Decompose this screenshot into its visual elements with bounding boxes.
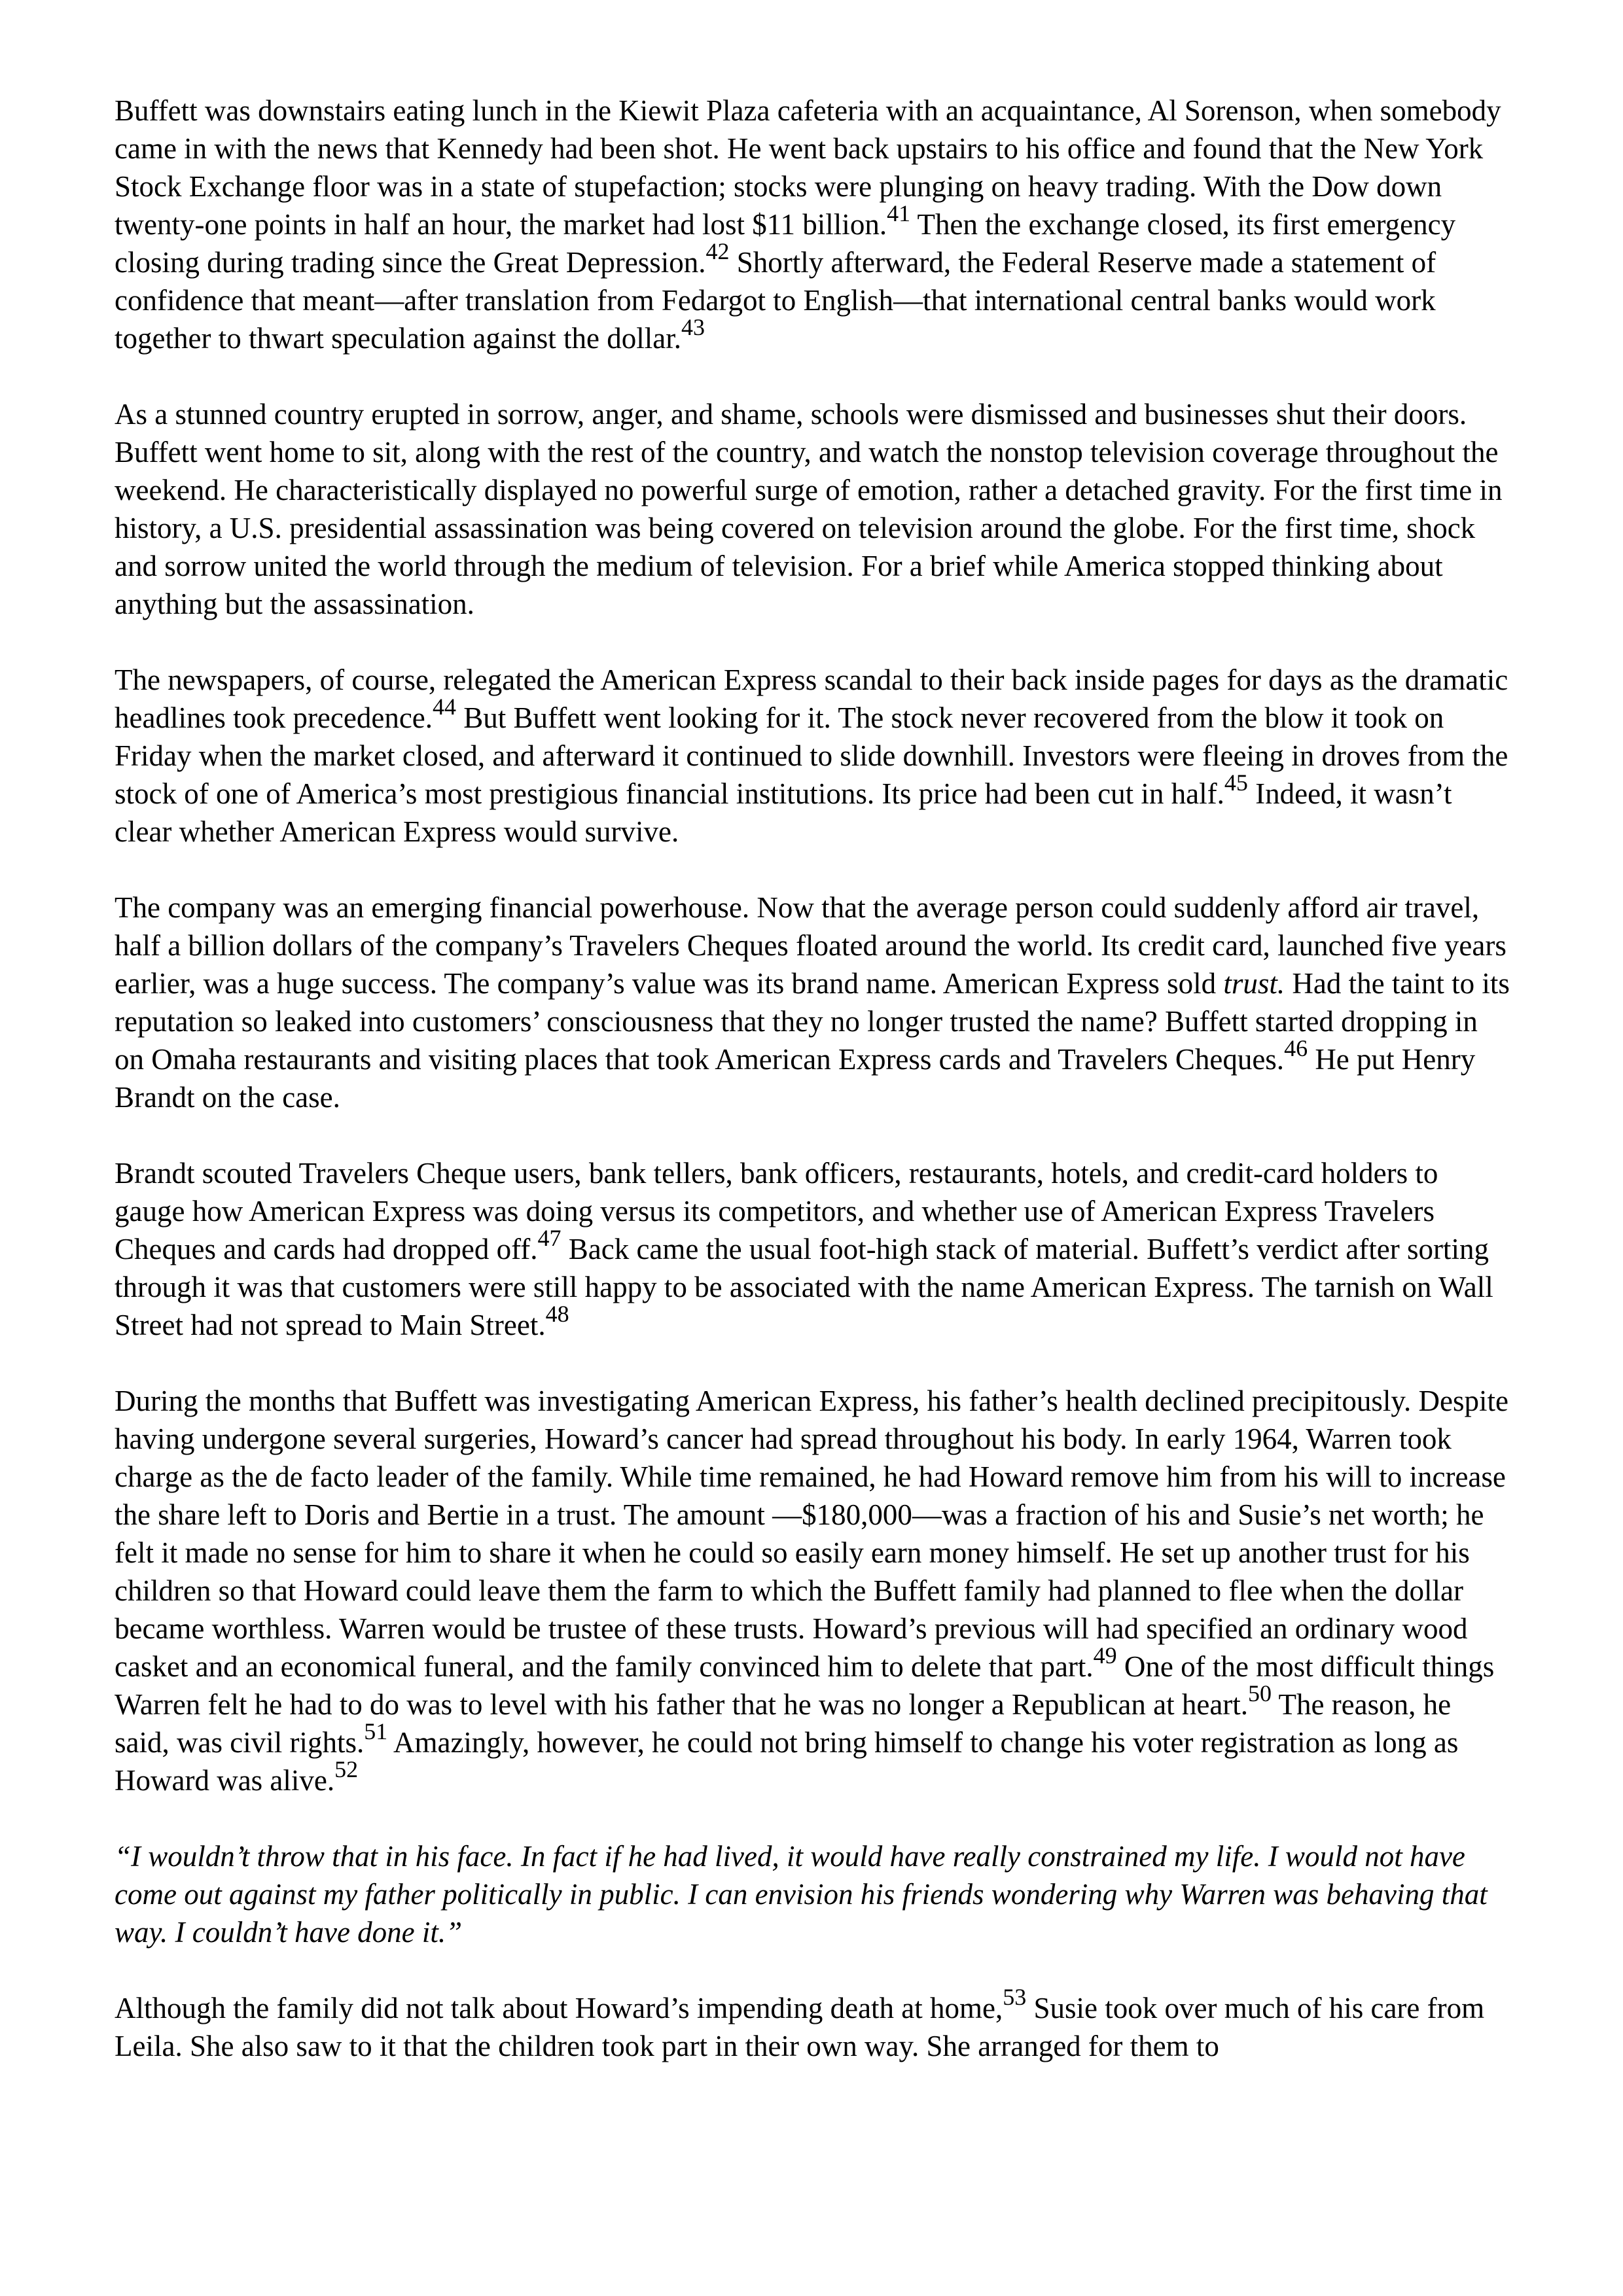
text-run: The newspapers, of course, relegated the American Express scandal to their back inside pages for days as the dramatic headlines took precedence. <box>115 663 1508 734</box>
footnote-ref: 53 <box>1003 1984 1027 2010</box>
paragraph <box>115 889 1512 1116</box>
paragraph <box>115 1382 1512 1799</box>
paragraph <box>115 1837 1512 1951</box>
footnote-ref: 42 <box>705 238 730 264</box>
text-run: Then the exchange closed, its first emergency closing during trading since the Great Depression. <box>115 208 1456 279</box>
text-run: Brandt scouted Travelers Cheque users, bank tellers, bank officers, restaurants, hotels, and credit-card holders to gauge how American Express was doing versus its competitors, and whether use of American Express Travelers Cheques and cards had dropped off. <box>115 1157 1438 1265</box>
footnote-ref: 47 <box>537 1225 562 1251</box>
paragraph <box>115 1984 1512 2065</box>
text-run: Had the taint to its reputation so leaked into customers’ consciousness that they no longer trusted the name? Buffett started dropping in on Omaha restaurants and visiting places that took American Express cards and Travelers Cheques. <box>115 967 1510 1076</box>
footnote-ref: 50 <box>1248 1680 1272 1706</box>
emphasized-text: trust. <box>1223 967 1285 1000</box>
text-run: During the months that Buffett was investigating American Express, his father’s health declined precipitously. Despite having undergone several surgeries, Howard’s cancer had spread throughout his body. In early 1964, Warren took charge as the de facto leader of the family. While time remained, he had Howard remove him from his will to increase the share left to Doris and Bertie in a trust. The amount —$180,000—was a fraction of his and Susie’s net worth; he felt it made no sense for him to share it when he could so easily earn money himself. He set up another trust for his children so that Howard could leave them the farm to which the Buffett family had planned to flee when the dollar became worthless. Warren would be trustee of these trusts. Howard’s previous will had specified an ordinary wood casket and an economical funeral, and the family convinced him to delete that part. <box>115 1385 1508 1683</box>
text-run: The company was an emerging financial powerhouse. Now that the average person could suddenly afford air travel, half a billion dollars of the company’s Travelers Cheques floated around the world. Its credit card, launched five years earlier, was a huge success. The company’s value was its brand name. American Express sold <box>115 891 1507 1000</box>
body-text <box>115 92 1512 2065</box>
text-run: Although the family did not talk about Howard’s impending death at home, <box>115 1992 1003 2024</box>
paragraph <box>115 395 1512 623</box>
text-run: Susie took over much of his care from Leila. She also saw to it that the children took part in their own way. She arranged for them to <box>115 1992 1485 2062</box>
text-run: Indeed, it wasn’t clear whether American Express would survive. <box>115 777 1452 848</box>
footnote-ref: 49 <box>1093 1642 1117 1669</box>
paragraph <box>115 1154 1512 1344</box>
footnote-ref: 48 <box>545 1301 569 1327</box>
text-run: But Buffett went looking for it. The stock never recovered from the blow it took on Friday when the market closed, and afterward it continued to slide downhill. Investors were fleeing in droves from the stock of one of America’s most prestigious financial institutions. Its price had been cut in half. <box>115 701 1508 810</box>
footnote-ref: 41 <box>887 200 911 226</box>
text-run: Shortly afterward, the Federal Reserve made a statement of confidence that meant—after translation from Fedargot to English—that international central banks would work together to thwart speculation against the dollar. <box>115 246 1436 355</box>
text-run: As a stunned country erupted in sorrow, anger, and shame, schools were dismissed and businesses shut their doors. Buffett went home to sit, along with the rest of the country, and watch the nonstop television coverage throughout the weekend. He characteristically displayed no powerful surge of emotion, rather a detached gravity. For the first time in history, a U.S. presidential assassination was being covered on television around the globe. For the first time, shock and sorrow united the world through the medium of television. For a brief while America stopped thinking about anything but the assassination. <box>115 398 1503 620</box>
text-run: Back came the usual foot-high stack of material. Buffett’s verdict after sorting through it was that customers were still happy to be associated with the name American Express. The tarnish on Wall Street had not spread to Main Street. <box>115 1233 1493 1341</box>
footnote-ref: 45 <box>1224 769 1248 796</box>
text-run: The reason, he said, was civil rights. <box>115 1688 1452 1759</box>
footnote-ref: 44 <box>433 694 457 720</box>
quotation-text: “I wouldn’t throw that in his face. In fact if he had lived, it would have really constrained my life. I would not have come out against my father politically in public. I can envision his friends wondering why Warren was behaving that way. I couldn’t have done it.” <box>115 1840 1488 1949</box>
text-run: Buffett was downstairs eating lunch in the Kiewit Plaza cafeteria with an acquaintance, Al Sorenson, when somebody came in with the news that Kennedy had been shot. He went back upstairs to his office and found that the New York Stock Exchange floor was in a state of stupefaction; stocks were plunging on heavy trading. With the Dow down twenty-one points in half an hour, the market had lost $11 billion. <box>115 94 1501 241</box>
footnote-ref: 43 <box>681 314 705 340</box>
text-run: He put Henry Brandt on the case. <box>115 1043 1476 1114</box>
text-run: One of the most difficult things Warren felt he had to do was to level with his father that he was no longer a Republican at heart. <box>115 1650 1495 1721</box>
footnote-ref: 51 <box>364 1718 388 1744</box>
paragraph <box>115 661 1512 851</box>
footnote-ref: 52 <box>334 1756 359 1782</box>
paragraph <box>115 92 1512 357</box>
footnote-ref: 46 <box>1284 1035 1308 1061</box>
text-run: Amazingly, however, he could not bring himself to change his voter registration as long as Howard was alive. <box>115 1726 1459 1797</box>
